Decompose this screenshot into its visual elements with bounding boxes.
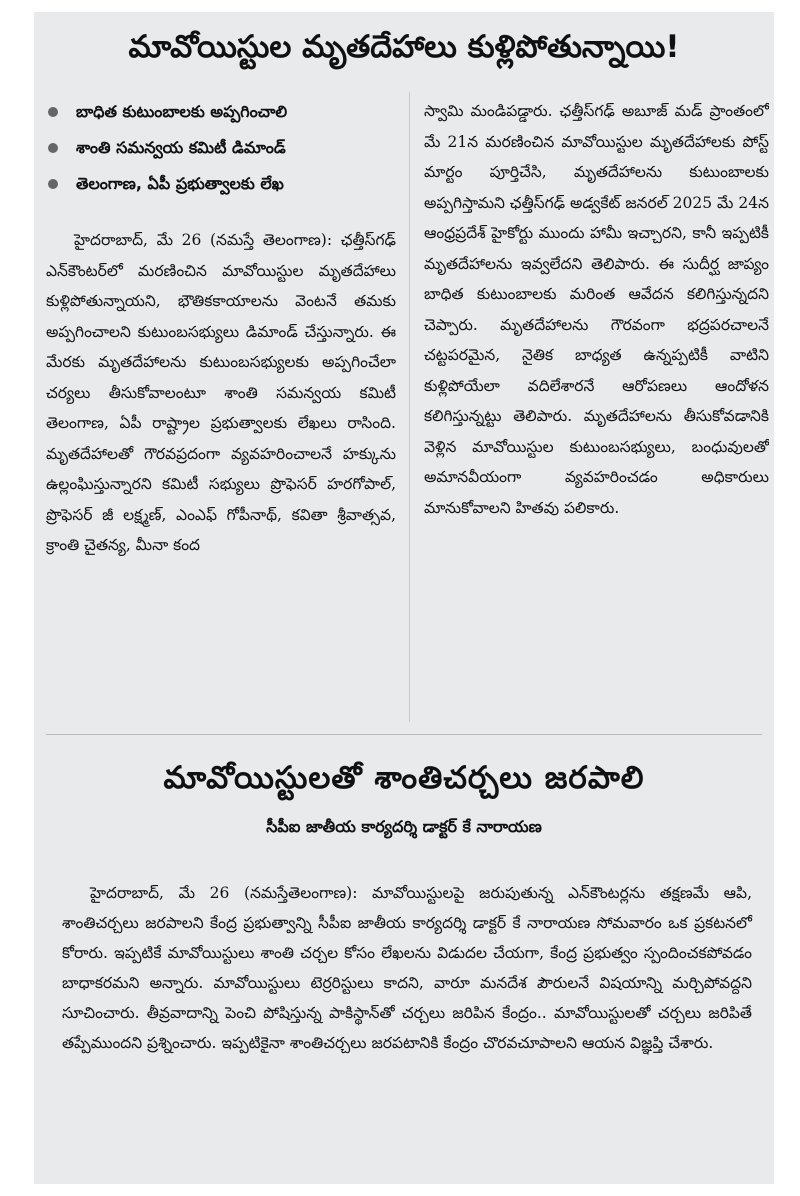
highlight-text: శాంతి సమన్వయ కమిటీ డిమాండ్ (76, 138, 286, 157)
highlight-text: బాధిత కుటుంబాలకు అప్పగించాలి (76, 102, 288, 121)
article1-headline: మావోయిస్టుల మృతదేహాలు కుళ్లిపోతున్నాయి! (128, 29, 680, 65)
highlight-item (46, 166, 406, 202)
article-separator (46, 734, 762, 735)
highlight-item (46, 94, 406, 130)
article2-headline: మావోయిస్టులతో శాంతిచర్చలు జరపాలి (163, 760, 645, 796)
bullet-dot-icon (48, 179, 58, 189)
bullet-dot-icon (48, 107, 58, 117)
article2-body: హైదరాబాద్, మే 26 (నమస్తేతెలంగాణ): మావోయిస్టులపై జరుపుతున్న ఎన్‌కౌంటర్లను తక్షణమే ఆపి, శాంతిచర్చలు జరపాలని కేంద్ర ప్రభుత్వాన్ని సీపీఐ జాతీయ కార్యదర్శి డాక్టర్ కే నారాయణ సోమవారం ఒక ప్రకటనలో కోరారు. ఇప్పటికే మావోయిస్టులు శాంతి చర్చల కోసం లేఖలను విడుదల చేయగా, కేంద్ర ప్రభుత్వం స్పందించకపోవడం బాధాకరమని అన్నారు. మావోయిస్టులు టెర్రరిస్టులు కాదని, వారూ మనదేశ పౌరులనే విషయాన్ని మర్చిపోవద్దని సూచించారు. తీవ్రవాదాన్ని పెంచి పోషిస్తున్న పాకిస్థాన్‌తో చర్చలు జరిపిన కేంద్రం.. మావోయిస్టులతో చర్చలు జరిపితే తప్పేముందని ప్రశ్నించారు. ఇప్పటికైనా శాంతిచర్చలు జరపటానికి కేంద్రం చొరవచూపాలని ఆయన విజ్ఞప్తి చేశారు. (62, 884, 752, 1052)
newspaper-clipping (34, 12, 774, 1184)
article1-highlights (46, 94, 406, 202)
highlight-item (46, 130, 406, 166)
highlight-text: తెలంగాణ, ఏపీ ప్రభుత్వాలకు లేఖ (76, 174, 284, 193)
article1-body-left-column: హైదరాబాద్, మే 26 (నమస్తే తెలంగాణ): ఛత్తీస్‌గఢ్ ఎన్‌కౌంటర్‌లో మరణించిన మావోయిస్టుల మృతదేహాలు కుళ్లిపోతున్నాయని, భౌతికకాయాలను వెంటనే తమకు అప్పగించాలని కుటుంబసభ్యులు డిమాండ్ చేస్తున్నారు. ఈ మేరకు మృతదేహాలను కుటుంబసభ్యులకు అప్పగించేలా చర్యలు తీసుకోవాలంటూ శాంతి సమన్వయ కమిటీ తెలంగాణ, ఏపీ రాష్ట్రాల ప్రభుత్వాలకు లేఖలు రాసింది. మృతదేహాలతో గౌరవప్రదంగా వ్యవహరించాలనే హక్కును ఉల్లంఘిస్తున్నారని కమిటీ సభ్యులు ప్రొఫెసర్ హరగోపాల్, ప్రొఫెసర్ జీ లక్ష్మణ్, ఎంఎఫ్ గోపీనాథ్, కవితా శ్రీవాత్సవ, క్రాంతి చైతన్య, మీనా కంద (46, 231, 396, 554)
article2-subheadline: సీపీఐ జాతీయ కార్యదర్శి డాక్టర్ కే నారాయణ (266, 817, 542, 836)
column-divider (409, 92, 410, 722)
article1-body-right-column: స్వామి మండిపడ్డారు. ఛత్తీస్‌గఢ్ అబూజ్ మడ్ ప్రాంతంలో మే 21న మరణించిన మావోయిస్టుల మృతదేహాలకు పోస్ట్ మార్టం పూర్తిచేసి, మృతదేహాలను కుటుంబాలకు అప్పగిస్తామని ఛత్తీస్‌గఢ్ అడ్వకేట్ జనరల్ 2025 మే 24న ఆంధ్రప్రదేశ్ హైకోర్టు ముందు హామీ ఇచ్చారని, కానీ ఇప్పటికీ మృతదేహాలను ఇవ్వలేదని తెలిపారు. ఈ సుదీర్ఘ జాప్యం బాధిత కుటుంబాలకు మరింత ఆవేదన కలిగిస్తున్నదని చెప్పారు. మృతదేహాలను గౌరవంగా భద్రపరచాలనే చట్టపరమైన, నైతిక బాధ్యత ఉన్నప్పటికీ వాటిని కుళ్లిపోయేలా వదిలేశారనే ఆరోపణలు ఆందోళన కలిగిస్తున్నట్టు తెలిపారు. మృతదేహాలను తీసుకోవడానికి వెళ్లిన మావోయిస్టుల కుటుంబసభ్యులు, బంధువులతో అమానవీయంగా వ్యవహరించడం అధికారులు మానుకోవాలని హితవు పలికారు. (424, 102, 769, 517)
bullet-dot-icon (48, 143, 58, 153)
